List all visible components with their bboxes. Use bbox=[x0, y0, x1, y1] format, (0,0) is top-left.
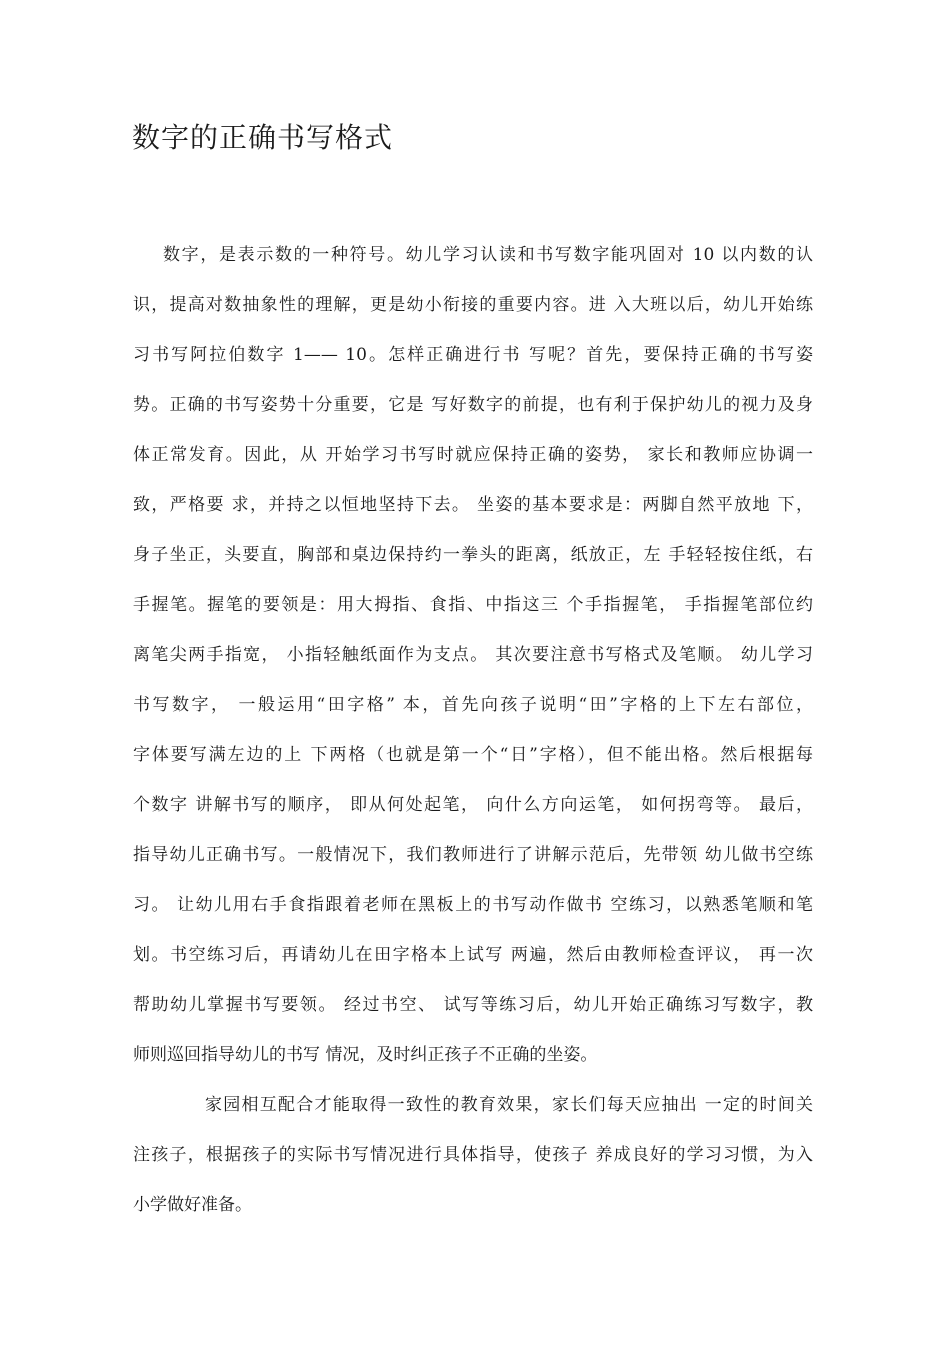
paragraph-line: 习书写阿拉伯数字 1—— 10。怎样正确进行书 写呢？首先，要保持正确的书写姿 bbox=[133, 345, 813, 365]
paragraph-line: 个数字 讲解书写的顺序， 即从何处起笔， 向什么方向运笔， 如何拐弯等。 最后， bbox=[133, 795, 813, 815]
paragraph-line: 划。书空练习后，再请幼儿在田字格本上试写 两遍，然后由教师检查评议， 再一次 bbox=[133, 945, 813, 965]
paragraph-line: 习。 让幼儿用右手食指跟着老师在黑板上的书写动作做书 空练习，以熟悉笔顺和笔 bbox=[133, 895, 813, 915]
paragraph-line: 身子坐正，头要直，胸部和桌边保持约一拳头的距离，纸放正，左 手轻轻按住纸，右 bbox=[133, 545, 813, 565]
paragraph-line: 家园相互配合才能取得一致性的教育效果，家长们每天应抽出 一定的时间关 bbox=[205, 1095, 813, 1115]
paragraph-line: 识，提高对数抽象性的理解，更是幼小衔接的重要内容。进 入大班以后，幼儿开始练 bbox=[133, 295, 813, 315]
paragraph-line: 体正常发育。因此，从 开始学习书写时就应保持正确的姿势， 家长和教师应协调一 bbox=[133, 445, 813, 465]
paragraph-line: 手握笔。握笔的要领是：用大拇指、食指、中指这三 个手指握笔， 手指握笔部位约 bbox=[133, 595, 813, 615]
paragraph-1 bbox=[133, 230, 813, 1080]
paragraph-line: 注孩子，根据孩子的实际书写情况进行具体指导，使孩子 养成良好的学习习惯，为入 bbox=[133, 1145, 813, 1165]
paragraph-line: 小学做好准备。 bbox=[133, 1195, 252, 1215]
paragraph-2 bbox=[133, 1080, 813, 1230]
paragraph-line: 指导幼儿正确书写。一般情况下，我们教师进行了讲解示范后，先带领 幼儿做书空练 bbox=[133, 845, 813, 865]
document-title: 数字的正确书写格式 bbox=[132, 121, 394, 154]
paragraph-line: 字体要写满左边的上 下两格（也就是第一个“日”字格），但不能出格。然后根据每 bbox=[133, 745, 813, 765]
paragraph-line: 势。正确的书写姿势十分重要，它是 写好数字的前提，也有利于保护幼儿的视力及身 bbox=[133, 395, 813, 415]
paragraph-line: 离笔尖两手指宽， 小指轻触纸面作为支点。 其次要注意书写格式及笔顺。 幼儿学习 bbox=[133, 645, 813, 665]
paragraph-line: 数字，是表示数的一种符号。幼儿学习认读和书写数字能巩固对 10 以内数的认 bbox=[163, 245, 813, 265]
paragraph-line: 书写数字， 一般运用“田字格” 本，首先向孩子说明“田”字格的上下左右部位， bbox=[133, 695, 813, 715]
paragraph-line: 致，严格要 求，并持之以恒地坚持下去。 坐姿的基本要求是：两脚自然平放地 下， bbox=[133, 495, 813, 515]
paragraph-line: 帮助幼儿掌握书写要领。 经过书空、 试写等练习后，幼儿开始正确练习写数字，教 bbox=[133, 995, 813, 1015]
paragraph-line: 师则巡回指导幼儿的书写 情况，及时纠正孩子不正确的坐姿。 bbox=[133, 1045, 598, 1065]
